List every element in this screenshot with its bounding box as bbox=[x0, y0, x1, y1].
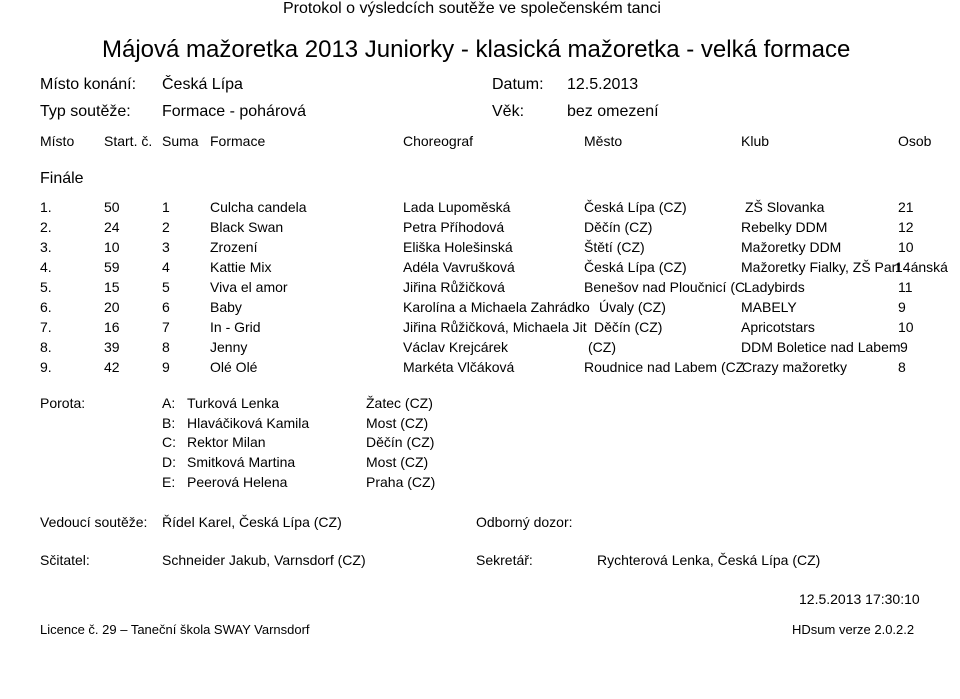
jury-item bbox=[0, 395, 960, 415]
expert-label: Odborný dozor: bbox=[476, 514, 573, 530]
cell-formation: Jenny bbox=[210, 339, 248, 355]
cell-place: 7. bbox=[40, 319, 52, 335]
cell-formation: Zrození bbox=[210, 239, 258, 255]
cell-persons: 9 bbox=[898, 299, 906, 315]
cell-persons: 10 bbox=[898, 319, 914, 335]
column-header-place: Místo bbox=[40, 133, 75, 149]
table-row bbox=[0, 359, 960, 379]
column-header-formation: Formace bbox=[210, 133, 266, 149]
cell-start: 39 bbox=[104, 339, 120, 355]
cell-city: Štětí (CZ) bbox=[584, 239, 645, 255]
table-row bbox=[0, 239, 960, 259]
leader-label: Vedoucí soutěže: bbox=[40, 514, 148, 530]
leader-value: Řídel Karel, Česká Lípa (CZ) bbox=[162, 514, 342, 530]
table-row bbox=[0, 259, 960, 279]
cell-club: DDM Boletice nad Labem bbox=[741, 339, 901, 355]
judge-city: Praha (CZ) bbox=[366, 474, 436, 490]
cell-city: Česká Lípa (CZ) bbox=[584, 199, 687, 215]
cell-sum: 7 bbox=[162, 319, 170, 335]
cell-sum: 3 bbox=[162, 239, 170, 255]
judge-city: Most (CZ) bbox=[366, 415, 429, 431]
judge-letter: D: bbox=[162, 454, 176, 470]
venue-value: Česká Lípa bbox=[162, 76, 243, 93]
judge-city: Děčín (CZ) bbox=[366, 434, 435, 450]
column-header-start: Start. č. bbox=[104, 133, 153, 149]
venue-label: Místo konání: bbox=[40, 76, 137, 93]
column-header-choreographer: Choreograf bbox=[403, 133, 474, 149]
counter-label: Sčitatel: bbox=[40, 552, 90, 568]
cell-start: 10 bbox=[104, 239, 120, 255]
judge-city: Žatec (CZ) bbox=[366, 395, 433, 411]
cell-persons: 9 bbox=[900, 339, 908, 355]
column-header-row bbox=[0, 133, 960, 153]
cell-choreographer: Václav Krejcárek bbox=[403, 339, 509, 355]
cell-sum: 8 bbox=[162, 339, 170, 355]
age-value: bez omezení bbox=[567, 103, 659, 120]
table-row bbox=[0, 199, 960, 219]
cell-choreographer: Jiřina Růžičková bbox=[403, 279, 505, 295]
cell-place: 5. bbox=[40, 279, 52, 295]
table-row bbox=[0, 279, 960, 299]
type-label: Typ soutěže: bbox=[40, 103, 131, 120]
cell-formation: Viva el amor bbox=[210, 279, 288, 295]
cell-start: 24 bbox=[104, 219, 120, 235]
judge-name: Rektor Milan bbox=[187, 434, 266, 450]
judge-letter: A: bbox=[162, 395, 176, 411]
cell-start: 50 bbox=[104, 199, 120, 215]
cell-start: 59 bbox=[104, 259, 120, 275]
cell-place: 2. bbox=[40, 219, 52, 235]
cell-sum: 4 bbox=[162, 259, 170, 275]
column-header-club: Klub bbox=[741, 133, 770, 149]
counter-value: Schneider Jakub, Varnsdorf (CZ) bbox=[162, 552, 366, 568]
table-row bbox=[0, 219, 960, 239]
cell-persons: 14ánská bbox=[895, 259, 948, 275]
print-timestamp: 12.5.2013 17:30:10 bbox=[799, 591, 920, 607]
cell-choreographer: Lada Lupoměská bbox=[403, 199, 511, 215]
jury-item bbox=[0, 474, 960, 494]
cell-city: (CZ) bbox=[588, 339, 616, 355]
judge-letter: B: bbox=[162, 415, 176, 431]
cell-persons: 10 bbox=[898, 239, 914, 255]
age-label: Věk: bbox=[492, 103, 525, 120]
cell-place: 8. bbox=[40, 339, 52, 355]
judge-letter: E: bbox=[162, 474, 176, 490]
judge-name: Smitková Martina bbox=[187, 454, 296, 470]
column-header-persons: Osob bbox=[898, 133, 932, 149]
cell-persons: 21 bbox=[898, 199, 914, 215]
table-row bbox=[0, 319, 960, 339]
cell-persons: 8 bbox=[898, 359, 906, 375]
column-header-city: Město bbox=[584, 133, 623, 149]
cell-club: Ladybirds bbox=[744, 279, 805, 295]
date-value: 12.5.2013 bbox=[567, 76, 639, 93]
secretary-value: Rychterová Lenka, Česká Lípa (CZ) bbox=[597, 552, 821, 568]
cell-club: Crazy mažoretky bbox=[742, 359, 848, 375]
cell-city: Roudnice nad Labem (CZ bbox=[584, 359, 745, 375]
cell-sum: 6 bbox=[162, 299, 170, 315]
jury-label: Porota: bbox=[40, 395, 86, 411]
judge-name: Turková Lenka bbox=[187, 395, 280, 411]
cell-choreographer: Petra Příhodová bbox=[403, 219, 505, 235]
cell-choreographer: Eliška Holešinská bbox=[403, 239, 513, 255]
cell-persons: 11 bbox=[898, 279, 913, 295]
cell-city: Úvaly (CZ) bbox=[599, 299, 666, 315]
cell-place: 9. bbox=[40, 359, 52, 375]
protocol-title: Protokol o výsledcích soutěže ve společenském tanci bbox=[283, 0, 661, 17]
cell-formation: Kattie Mix bbox=[210, 259, 272, 275]
cell-club: ZŠ Slovanka bbox=[745, 199, 825, 215]
cell-formation: Olé Olé bbox=[210, 359, 258, 375]
cell-sum: 9 bbox=[162, 359, 170, 375]
type-value: Formace - pohárová bbox=[162, 103, 307, 120]
cell-start: 20 bbox=[104, 299, 120, 315]
cell-club: Mažoretky DDM bbox=[741, 239, 842, 255]
cell-place: 1. bbox=[40, 199, 52, 215]
jury-item bbox=[0, 454, 960, 474]
judge-city: Most (CZ) bbox=[366, 454, 429, 470]
competition-title: Májová mažoretka 2013 Juniorky - klasická mažoretka - velká formace bbox=[102, 36, 851, 63]
cell-start: 16 bbox=[104, 319, 120, 335]
cell-place: 4. bbox=[40, 259, 52, 275]
date-label: Datum: bbox=[492, 76, 544, 93]
cell-city: Benešov nad Ploučnicí (C bbox=[584, 279, 746, 295]
licence-text: Licence č. 29 – Taneční škola SWAY Varnsdorf bbox=[40, 622, 310, 637]
cell-formation: Baby bbox=[210, 299, 242, 315]
judge-name: Peerová Helena bbox=[187, 474, 288, 490]
table-row bbox=[0, 339, 960, 359]
cell-start: 15 bbox=[104, 279, 120, 295]
cell-city: Děčín (CZ) bbox=[594, 319, 663, 335]
cell-sum: 2 bbox=[162, 219, 170, 235]
table-row bbox=[0, 299, 960, 319]
section-label-final: Finále bbox=[40, 170, 84, 187]
column-header-sum: Suma bbox=[162, 133, 199, 149]
cell-formation: In - Grid bbox=[210, 319, 261, 335]
cell-sum: 1 bbox=[162, 199, 170, 215]
cell-club: MABELY bbox=[741, 299, 797, 315]
cell-choreographer: Markéta Vlčáková bbox=[403, 359, 515, 375]
cell-club: Rebelky DDM bbox=[741, 219, 828, 235]
software-version: HDsum verze 2.0.2.2 bbox=[792, 622, 915, 637]
cell-place: 6. bbox=[40, 299, 52, 315]
secretary-label: Sekretář: bbox=[476, 552, 533, 568]
cell-club: Mažoretky Fialky, ZŠ Part bbox=[741, 259, 901, 275]
cell-formation: Black Swan bbox=[210, 219, 284, 235]
cell-sum: 5 bbox=[162, 279, 170, 295]
jury-item bbox=[0, 415, 960, 435]
cell-place: 3. bbox=[40, 239, 52, 255]
cell-choreographer: Adéla Vavrušková bbox=[403, 259, 515, 275]
cell-choreographer: Karolína a Michaela Zahrádko bbox=[403, 299, 590, 315]
judge-letter: C: bbox=[162, 434, 176, 450]
cell-city: Česká Lípa (CZ) bbox=[584, 259, 687, 275]
cell-start: 42 bbox=[104, 359, 120, 375]
cell-city: Děčín (CZ) bbox=[584, 219, 653, 235]
cell-choreographer: Jiřina Růžičková, Michaela Jit bbox=[403, 319, 587, 335]
cell-persons: 12 bbox=[898, 219, 914, 235]
jury-item bbox=[0, 434, 960, 454]
cell-formation: Culcha candela bbox=[210, 199, 307, 215]
judge-name: Hlaváčiková Kamila bbox=[187, 415, 310, 431]
cell-club: Apricotstars bbox=[741, 319, 815, 335]
